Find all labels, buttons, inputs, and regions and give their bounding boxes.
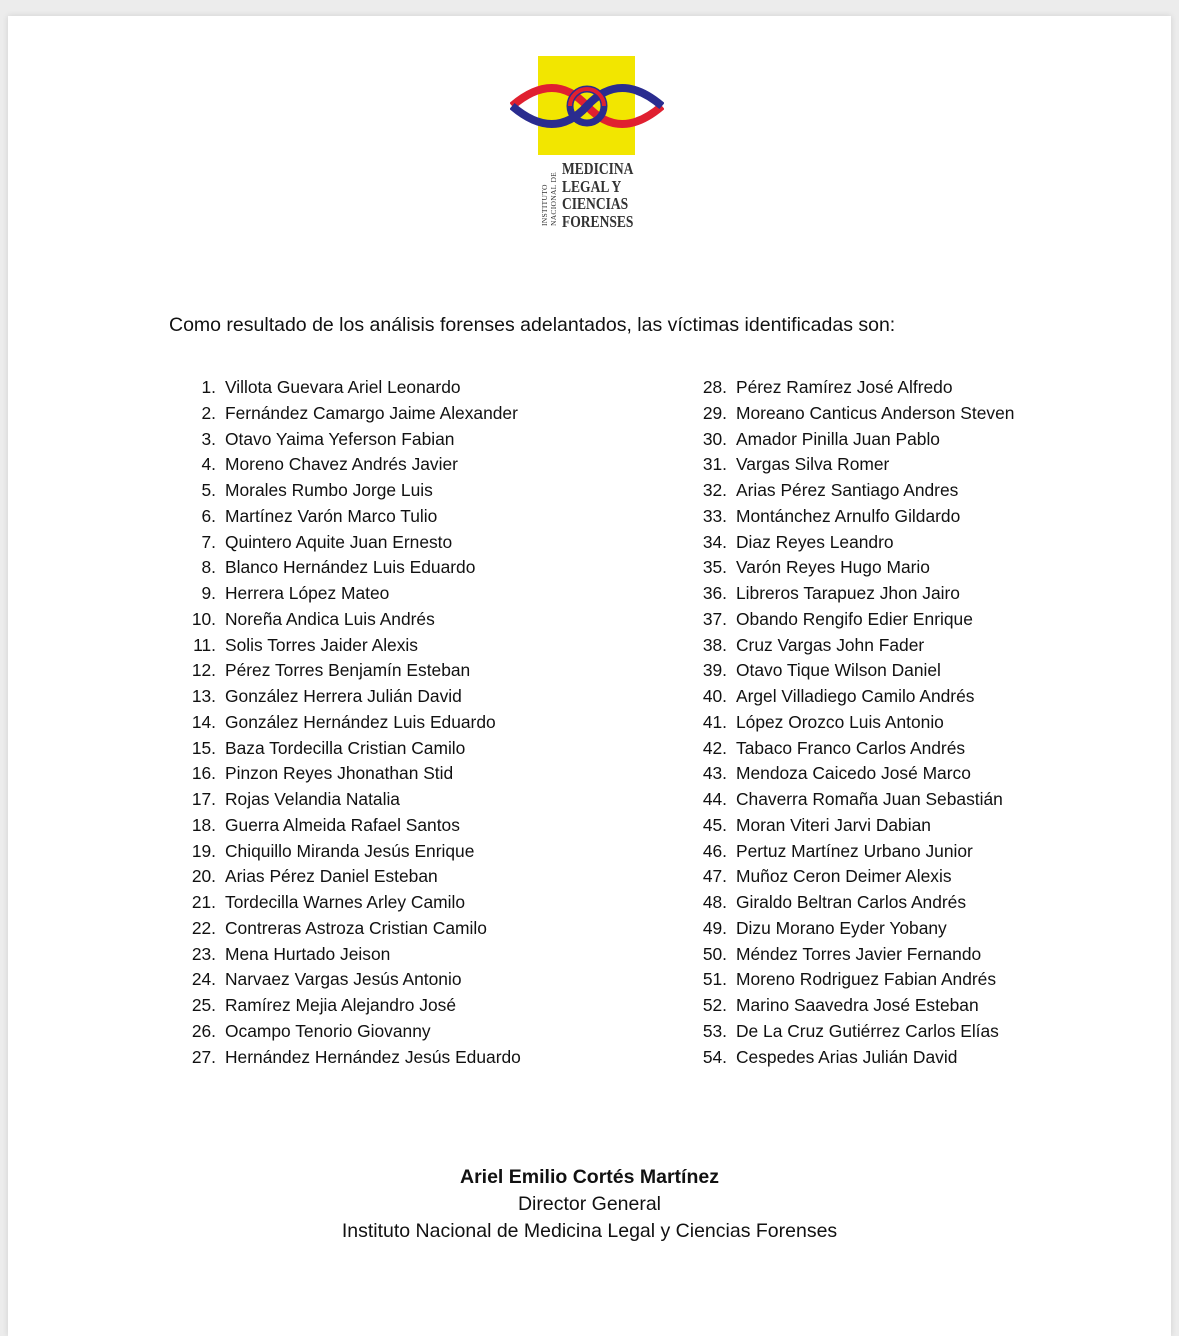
list-item (699, 427, 1014, 453)
victim-name: Blanco Hernández Luis Eduardo (225, 557, 476, 578)
victim-name: Noreña Andica Luis Andrés (225, 608, 435, 629)
list-number: 44. (702, 789, 727, 809)
list-number: 6. (201, 505, 216, 526)
victims-list-left (188, 375, 521, 1070)
victim-name: González Hernández Luis Eduardo (225, 711, 496, 732)
victim-name: Cruz Vargas John Fader (736, 634, 925, 655)
list-item (699, 607, 1014, 633)
list-number: 13. (191, 686, 216, 706)
list-item (188, 658, 521, 684)
list-item (188, 710, 521, 736)
list-number: 46. (702, 840, 727, 861)
list-number: 19. (191, 840, 216, 861)
victim-name: Giraldo Beltran Carlos Andrés (736, 892, 967, 912)
victim-name: Fernández Camargo Jaime Alexander (225, 402, 518, 423)
list-number: 32. (702, 480, 727, 500)
victim-name: Libreros Tarapuez Jhon Jairo (736, 583, 960, 603)
list-number: 42. (702, 737, 727, 758)
victim-name: Moreano Canticus Anderson Steven (736, 402, 1015, 423)
victim-name: Arias Pérez Santiago Andres (736, 480, 959, 500)
list-item (699, 864, 1014, 890)
victim-name: Pérez Ramírez José Alfredo (736, 377, 953, 397)
list-item (188, 581, 521, 607)
list-number: 9. (201, 583, 216, 603)
list-number: 48. (702, 892, 727, 912)
list-item (699, 658, 1014, 684)
list-item (699, 839, 1014, 865)
logo-line-2: LEGAL Y (562, 176, 622, 196)
list-number: 41. (702, 711, 727, 732)
victim-name: Obando Rengifo Edier Enrique (736, 608, 973, 629)
list-number: 36. (702, 583, 727, 603)
list-number: 22. (191, 917, 216, 938)
list-item (699, 530, 1014, 556)
list-item (188, 839, 521, 865)
list-number: 31. (702, 454, 727, 475)
list-item (188, 375, 521, 401)
list-item (188, 684, 521, 710)
signatory-title: Director General (517, 1193, 662, 1215)
intro-text: Como resultado de los análisis forenses adelantados, las víctimas identificadas son: (169, 314, 896, 336)
list-number: 14. (191, 711, 216, 732)
victim-name: Muñoz Ceron Deimer Alexis (736, 866, 952, 887)
list-number: 3. (201, 428, 216, 449)
victim-name: Tordecilla Warnes Arley Camilo (225, 892, 466, 912)
list-number: 51. (702, 969, 727, 990)
victim-name: Hernández Hernández Jesús Eduardo (225, 1046, 521, 1067)
list-item (699, 1019, 1014, 1045)
list-item (699, 452, 1014, 478)
list-item (188, 761, 521, 787)
list-item (188, 916, 521, 942)
list-number: 2. (201, 402, 216, 423)
victim-name: Martínez Varón Marco Tulio (225, 505, 438, 526)
logo-vertical-text (538, 160, 560, 228)
victim-name: Herrera López Mateo (225, 583, 390, 603)
victim-name: Dizu Morano Eyder Yobany (736, 917, 947, 938)
list-number: 49. (702, 917, 727, 938)
list-item (188, 504, 521, 530)
list-number: 35. (702, 557, 727, 578)
list-item (188, 890, 521, 916)
list-item (699, 710, 1014, 736)
list-item (699, 736, 1014, 762)
list-item (699, 916, 1014, 942)
list-item (699, 581, 1014, 607)
list-item (699, 967, 1014, 993)
list-number: 11. (193, 634, 216, 655)
list-item (699, 942, 1014, 968)
list-number: 38. (702, 634, 727, 655)
list-item (188, 864, 521, 890)
victim-name: Marino Saavedra José Esteban (736, 995, 979, 1015)
victim-name: Chaverra Romaña Juan Sebastián (736, 789, 1003, 809)
victim-name: Arias Pérez Daniel Esteban (225, 866, 438, 887)
victim-name: De La Cruz Gutiérrez Carlos Elías (736, 1020, 999, 1041)
eye-icon (510, 80, 664, 132)
list-number: 4. (201, 454, 216, 475)
victim-name: Moreno Chavez Andrés Javier (225, 454, 458, 475)
list-number: 15. (191, 737, 216, 758)
victim-name: Moran Viteri Jarvi Dabian (736, 814, 931, 835)
list-number: 8. (201, 557, 216, 578)
list-number: 52. (702, 995, 727, 1015)
victim-name: Morales Rumbo Jorge Luis (225, 480, 433, 500)
list-item (188, 787, 521, 813)
list-item (699, 684, 1014, 710)
victim-name: Mena Hurtado Jeison (225, 943, 391, 964)
list-item (188, 813, 521, 839)
list-number: 40. (702, 686, 727, 706)
victim-name: Montánchez Arnulfo Gildardo (736, 505, 961, 526)
victims-list-right (699, 375, 1014, 1070)
list-number: 50. (702, 943, 727, 964)
list-item (188, 427, 521, 453)
list-number: 37. (702, 608, 727, 629)
list-item (188, 1045, 521, 1071)
list-number: 7. (201, 531, 216, 552)
list-number: 5. (201, 480, 216, 500)
list-item (188, 555, 521, 581)
list-item (188, 530, 521, 556)
list-item (699, 555, 1014, 581)
list-item (699, 890, 1014, 916)
list-item (188, 942, 521, 968)
list-number: 10. (191, 608, 216, 629)
victim-name: Pérez Torres Benjamín Esteban (225, 660, 471, 681)
victim-name: Ramírez Mejia Alejandro José (225, 995, 457, 1015)
list-number: 34. (702, 531, 727, 552)
victim-name: Vargas Silva Romer (736, 454, 890, 475)
victim-name: Contreras Astroza Cristian Camilo (225, 917, 487, 938)
victim-name: Guerra Almeida Rafael Santos (225, 814, 460, 835)
victim-name: Villota Guevara Ariel Leonardo (225, 377, 461, 397)
victim-name: Rojas Velandia Natalia (225, 789, 400, 809)
list-item (188, 607, 521, 633)
list-number: 47. (702, 866, 727, 887)
list-number: 16. (191, 763, 216, 784)
logo-vertical-line-2: NACIONAL DE (549, 171, 558, 226)
victim-name: Moreno Rodriguez Fabian Andrés (736, 969, 997, 990)
victim-name: Varón Reyes Hugo Mario (736, 557, 930, 578)
list-item (188, 1019, 521, 1045)
institute-logo (510, 56, 664, 246)
document-page (8, 16, 1171, 1336)
list-number: 28. (702, 377, 727, 397)
list-item (699, 504, 1014, 530)
list-item (699, 813, 1014, 839)
victim-name: López Orozco Luis Antonio (736, 711, 944, 732)
list-item (699, 761, 1014, 787)
signatory-organization: Instituto Nacional de Medicina Legal y Ciencias Forenses (341, 1220, 838, 1242)
list-number: 45. (702, 814, 727, 835)
list-number: 1. (201, 377, 216, 397)
list-number: 18. (191, 814, 216, 835)
signatory-name: Ariel Emilio Cortés Martínez (460, 1166, 719, 1188)
victim-name: Solis Torres Jaider Alexis (225, 634, 418, 655)
list-item (699, 375, 1014, 401)
list-item (188, 478, 521, 504)
logo-line-3: CIENCIAS (562, 194, 629, 213)
list-item (699, 1045, 1014, 1071)
list-item (699, 401, 1014, 427)
list-number: 30. (702, 428, 727, 449)
victim-name: Otavo Yaima Yeferson Fabian (225, 428, 455, 449)
victim-name: Ocampo Tenorio Giovanny (225, 1020, 431, 1041)
victim-name: Tabaco Franco Carlos Andrés (736, 737, 966, 758)
victim-name: Amador Pinilla Juan Pablo (736, 428, 940, 449)
list-number: 26. (191, 1020, 216, 1041)
victim-name: Baza Tordecilla Cristian Camilo (225, 737, 466, 758)
list-number: 20. (191, 866, 216, 887)
list-item (188, 736, 521, 762)
victim-name: González Herrera Julián David (225, 686, 462, 706)
victim-name: Diaz Reyes Leandro (736, 531, 894, 552)
list-number: 29. (702, 402, 727, 423)
list-number: 12. (191, 660, 216, 681)
victim-name: Méndez Torres Javier Fernando (736, 943, 982, 964)
list-item (188, 993, 521, 1019)
victim-name: Mendoza Caicedo José Marco (736, 763, 971, 784)
list-number: 39. (702, 660, 727, 681)
list-item (188, 633, 521, 659)
list-number: 27. (191, 1046, 216, 1067)
list-number: 54. (702, 1046, 727, 1067)
list-number: 53. (702, 1020, 727, 1041)
list-item (699, 787, 1014, 813)
list-number: 23. (191, 943, 216, 964)
list-item (188, 452, 521, 478)
list-item (188, 401, 521, 427)
list-number: 43. (702, 763, 727, 784)
list-number: 21. (191, 892, 216, 912)
logo-line-4: FORENSES (562, 211, 634, 231)
victim-name: Chiquillo Miranda Jesús Enrique (225, 840, 475, 861)
logo-vertical-line-1: INSTITUTO (540, 184, 549, 226)
victim-name: Pinzon Reyes Jhonathan Stid (225, 763, 454, 784)
victim-name: Pertuz Martínez Urbano Junior (736, 840, 973, 861)
list-item (699, 478, 1014, 504)
list-item (188, 967, 521, 993)
logo-line-1: MEDICINA (562, 159, 634, 178)
victim-name: Quintero Aquite Juan Ernesto (225, 531, 453, 552)
list-number: 24. (191, 969, 216, 990)
victim-name: Argel Villadiego Camilo Andrés (736, 686, 975, 706)
list-item (699, 633, 1014, 659)
victim-name: Cespedes Arias Julián David (736, 1046, 958, 1067)
victim-name: Otavo Tique Wilson Daniel (736, 660, 941, 681)
list-item (699, 993, 1014, 1019)
list-number: 33. (702, 505, 727, 526)
logo-wordmark (562, 160, 633, 230)
list-number: 25. (191, 995, 216, 1015)
list-number: 17. (191, 789, 216, 809)
victim-name: Narvaez Vargas Jesús Antonio (225, 969, 462, 990)
